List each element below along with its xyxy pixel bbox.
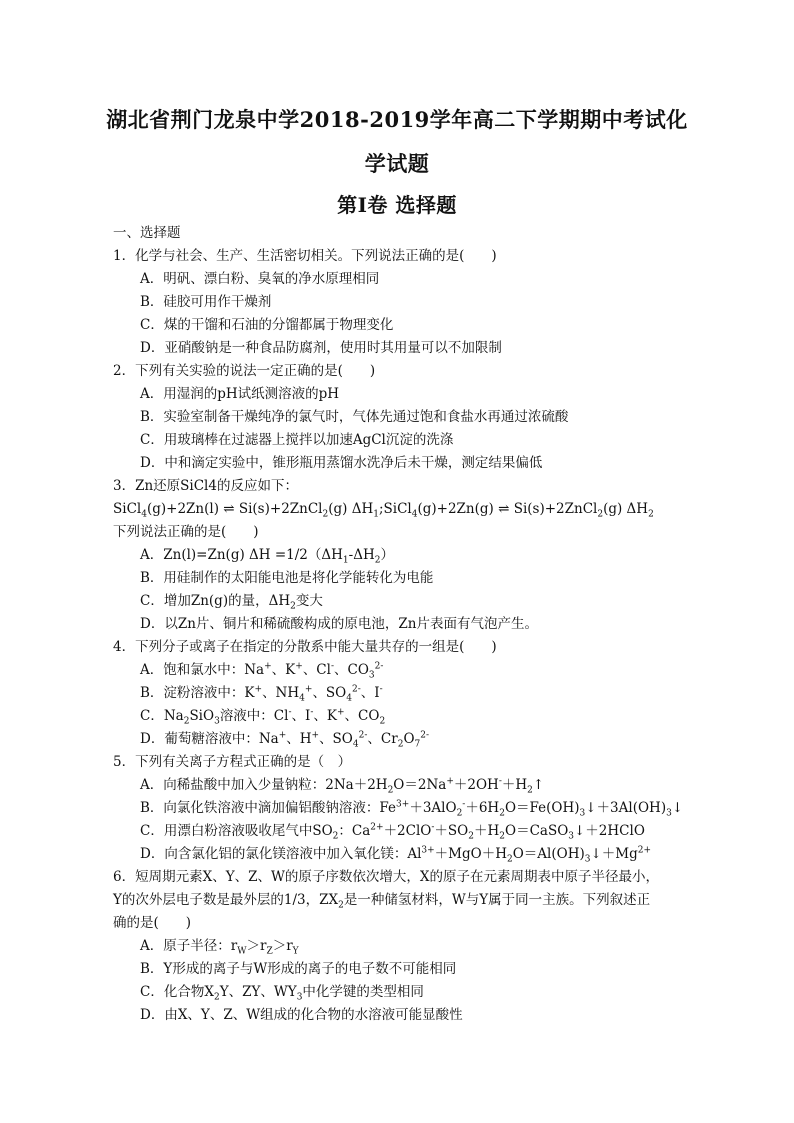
question-4-option-c: C．$Na_2SiO_3$溶液中：Cl-、I-、K+、$CO_2$ bbox=[140, 707, 386, 727]
question-6-stem-line-1: 6．短周期元素X、Y、Z、W的原子序数依次增大，X的原子在元素周期表中原子半径最小， bbox=[113, 869, 659, 885]
question-5-option-b: B．向氯化铁溶液中滴加偏铝酸钠溶液：$Fe^{3+}+3AlO_2^-+6H_2O=Fe(OH)_3↓+3Al(OH)_3↓$ bbox=[140, 799, 684, 819]
question-6-option-a: A．原子半径：$r_W>r_Z>r_Y$ bbox=[140, 938, 299, 957]
question-5-option-a: A．向稀盐酸中加入少量钠粒：$2Na+2H_2O=2Na^++2OH^-+H_2↑$ bbox=[140, 776, 545, 796]
question-1-option-d: D．亚硝酸钠是一种食品防腐剂，使用时其用量可以不加限制 bbox=[140, 340, 502, 356]
question-2-option-d: D．中和滴定实验中，锥形瓶用蒸馏水洗净后未干燥，测定结果偏低 bbox=[140, 455, 543, 471]
question-5-option-d: D．向含氯化铝的氯化镁溶液中加入氧化镁：$Al^{3+}+MgO+H_2O=Al(OH)_3↓+Mg^{2+}$ bbox=[140, 845, 652, 865]
question-1-option-a: A．明矾、漂白粉、臭氧的净水原理相同 bbox=[140, 271, 380, 287]
page-title-line-1: 湖北省荆门龙泉中学2018-2019学年高二下学期期中考试化 bbox=[106, 107, 688, 132]
question-1-option-b: B．硅胶可用作干燥剂 bbox=[140, 294, 272, 310]
question-2-option-c: C．用玻璃棒在过滤器上搅拌以加速AgCl沉淀的洗涤 bbox=[140, 432, 454, 448]
question-1-stem: 1．化学与社会、生产、生活密切相关。下列说法正确的是( ) bbox=[113, 248, 497, 264]
question-4-stem: 4．下列分子或离子在指定的分散系中能大量共存的一组是( ) bbox=[113, 639, 497, 655]
question-3-option-a: A．Zn(l)=Zn(g) $\Delta H =1/2(\Delta H_1-\Delta H_2)$ bbox=[140, 547, 394, 566]
question-3-option-d: D．以Zn片、铜片和稀硫酸构成的原电池，Zn片表面有气泡产生。 bbox=[140, 616, 538, 632]
question-3-equation: SiCl$_4$(g)+2Zn(l) ⇌ Si(s)+2ZnCl$_2$(g) $\Delta H_1;SiCl_4(g)+2Zn(g)$ ⇌ Si(s)+2ZnCl$_2$(g) $\Delta H_2$ bbox=[113, 501, 654, 520]
question-3-prompt: 下列说法正确的是( ) bbox=[113, 524, 259, 540]
question-4-option-d: D．葡萄糖溶液中：Na+、H+、$SO_4^{2-}$、$Cr_2O_7^{2-}$ bbox=[140, 730, 430, 750]
question-1-option-c: C．煤的干馏和石油的分馏都属于物理变化 bbox=[140, 317, 394, 333]
question-5-stem: 5．下列有关离子方程式正确的是（ ） bbox=[113, 754, 352, 770]
question-2-option-a: A．用湿润的pH试纸测溶液的pH bbox=[140, 386, 340, 402]
question-6-option-d: D．由X、Y、Z、W组成的化合物的水溶液可能显酸性 bbox=[140, 1007, 463, 1023]
question-2-option-b: B．实验室制备干燥纯净的氯气时，气体先通过饱和食盐水再通过浓硫酸 bbox=[140, 409, 569, 425]
question-6-stem-line-3: 确的是( ) bbox=[113, 915, 192, 931]
question-5-option-c: C．用漂白粉溶液吸收尾气中$SO_2$：$Ca^{2+}+2ClO^-+SO_2+H_2O=CaSO_3↓+2HClO$ bbox=[140, 822, 645, 842]
question-3-option-c: C．增加Zn(g)的量，$\Delta H_2$变大 bbox=[140, 593, 323, 612]
question-3-stem: 3．Zn还原SiCl4的反应如下： bbox=[113, 478, 298, 494]
section-title: 第Ⅰ卷 选择题 bbox=[337, 193, 457, 217]
question-4-option-b: B．淀粉溶液中：K+、$NH_4^+$、$SO_4^{2-}$、I- bbox=[140, 684, 383, 704]
question-6-stem-line-2: Y的次外层电子数是最外层的1/3，$ZX_2$是一种储氢材料，W与Y属于同一主族。下列叙述正 bbox=[113, 892, 651, 911]
page-title-line-2: 学试题 bbox=[364, 151, 430, 176]
question-6-option-b: B．Y形成的离子与W形成的离子的电子数不可能相同 bbox=[140, 961, 457, 977]
section-label: 一、选择题 bbox=[113, 225, 181, 241]
question-6-option-c: C．化合物$X_2Y$、ZY、$WY_3$中化学键的类型相同 bbox=[140, 984, 424, 1003]
question-2-stem: 2．下列有关实验的说法一定正确的是( ) bbox=[113, 363, 376, 379]
question-4-option-a: A．饱和氯水中：Na+、K+、Cl-、$CO_3^{2-}$ bbox=[140, 661, 384, 681]
question-3-option-b: B．用硅制作的太阳能电池是将化学能转化为电能 bbox=[140, 570, 434, 586]
